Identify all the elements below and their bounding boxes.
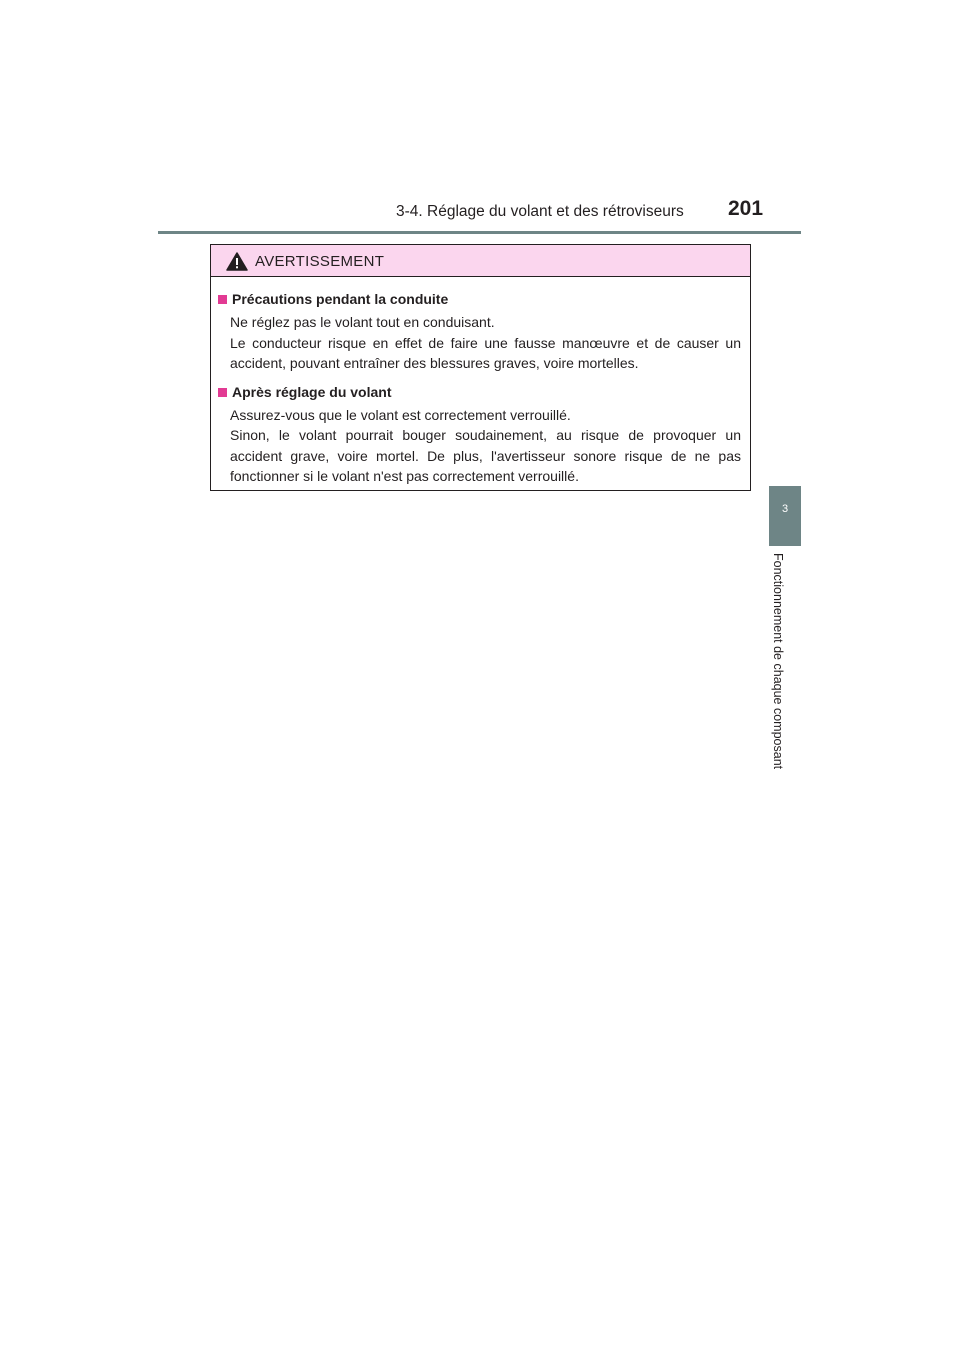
paragraph: Le conducteur risque en effet de faire une fausse manœuvre et de causer un accident, pouvant entraîner des blessures graves, voire mortelles. [230, 334, 741, 371]
warning-section-driving [218, 289, 741, 374]
warning-section-after-adjustment [218, 382, 741, 487]
paragraph: Assurez-vous que le volant est correctement verrouillé. [230, 406, 571, 423]
header-divider [158, 231, 801, 234]
bullet-square-icon [218, 388, 227, 397]
section-heading-text: Précautions pendant la conduite [232, 291, 449, 307]
section-text [218, 312, 741, 374]
paragraph: Ne réglez pas le volant tout en conduisant. [230, 314, 495, 330]
section-heading [218, 289, 741, 309]
section-text [218, 405, 741, 487]
bullet-square-icon [218, 295, 227, 304]
section-heading [218, 382, 741, 402]
section-heading-text: Après réglage du volant [232, 383, 392, 400]
section-title: 3-4. Réglage du volant et des rétroviseurs [396, 203, 684, 220]
page-number: 201 [728, 197, 764, 220]
warning-title: AVERTISSEMENT [255, 253, 385, 270]
chapter-number: 3 [781, 503, 789, 515]
warning-body [211, 277, 750, 487]
warning-triangle-icon [226, 252, 248, 271]
warning-header [211, 245, 750, 277]
warning-box [210, 244, 751, 491]
chapter-label: Fonctionnement de chaque composant [771, 553, 785, 770]
chapter-tab [769, 486, 801, 546]
paragraph: Sinon, le volant pourrait bouger soudainement, au risque de provoquer un accident grave, voire mortel. De plus, l'avertisseur sonore risque de ne pas fonctionner si le volant n'est pas correctement verrouillé. [230, 427, 741, 484]
